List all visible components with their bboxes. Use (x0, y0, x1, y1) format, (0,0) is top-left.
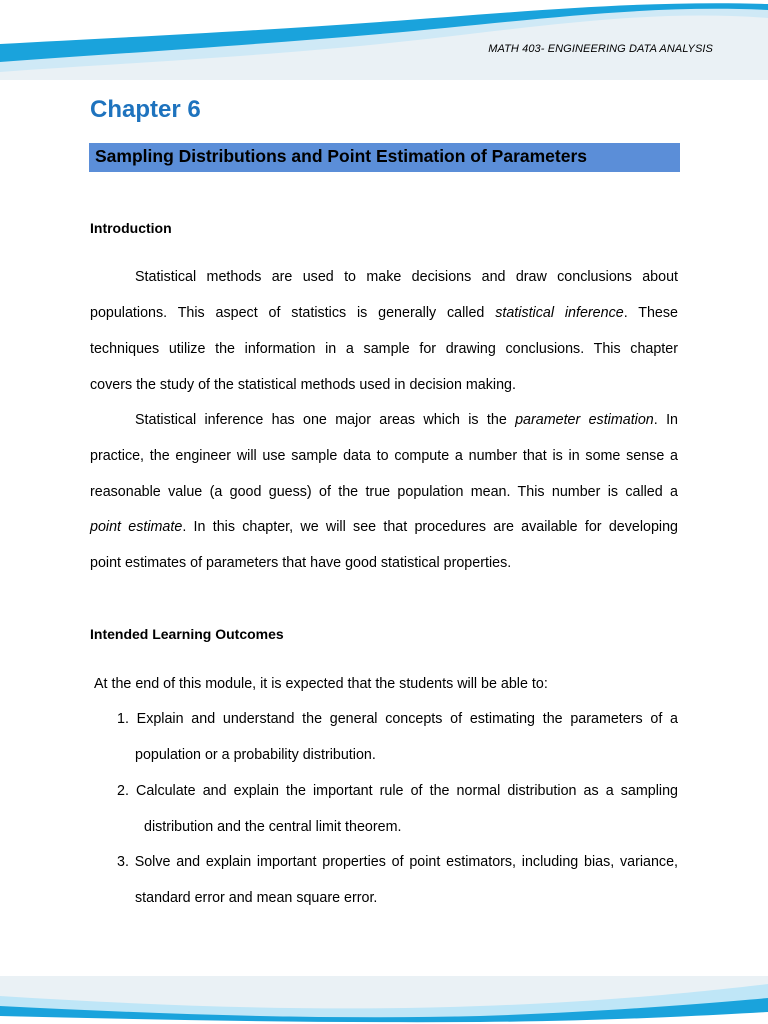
introduction-heading: Introduction (90, 220, 172, 236)
term-statistical-inference: statistical inference (495, 305, 624, 321)
chapter-subtitle-bar (89, 143, 680, 172)
intro-p1-line2: populations. This aspect of statistics is generally called statistical inference. These (90, 305, 678, 321)
outcome-3-line2: standard error and mean square error. (135, 890, 378, 906)
chapter-subtitle: Sampling Distributions and Point Estimation of Parameters (95, 146, 588, 166)
outcome-2-line1: 2. Calculate and explain the important rule of the normal distribution as a sampling (117, 783, 678, 799)
intro-p1-line1: Statistical methods are used to make decisions and draw conclusions about (135, 269, 678, 285)
footer-wave-decoration (0, 976, 768, 1024)
intro-p2-line2: practice, the engineer will use sample data to compute a number that is in some sense a (90, 448, 678, 464)
outcome-1-line1: 1. Explain and understand the general concepts of estimating the parameters of a (117, 711, 678, 727)
chapter-title: Chapter 6 (90, 96, 201, 123)
intro-p1-line4: covers the study of the statistical methods used in decision making. (90, 377, 516, 393)
term-parameter-estimation: parameter estimation (515, 412, 654, 428)
intro-p2-line1: Statistical inference has one major areas which is the parameter estimation. In (135, 412, 678, 428)
learning-outcomes-heading: Intended Learning Outcomes (90, 626, 284, 642)
intro-p2-line4: point estimate. In this chapter, we will see that procedures are available for developing (90, 519, 678, 535)
intro-p2-line5: point estimates of parameters that have good statistical properties. (90, 555, 512, 571)
intro-p1-line3: techniques utilize the information in a sample for drawing conclusions. This chapter (90, 341, 678, 357)
term-point-estimate: point estimate (90, 519, 183, 535)
outcome-3-line1: 3. Solve and explain important properties of point estimators, including bias, variance, (117, 854, 678, 870)
outcome-1-line2: population or a probability distribution. (135, 747, 376, 763)
outcomes-intro: At the end of this module, it is expected that the students will be able to: (94, 676, 548, 692)
header-wave-decoration (0, 0, 768, 80)
intro-p2-line3: reasonable value (a good guess) of the true population mean. This number is called a (90, 484, 678, 500)
course-code: MATH 403- ENGINEERING DATA ANALYSIS (488, 43, 713, 55)
outcome-2-line2: distribution and the central limit theorem. (144, 819, 402, 835)
